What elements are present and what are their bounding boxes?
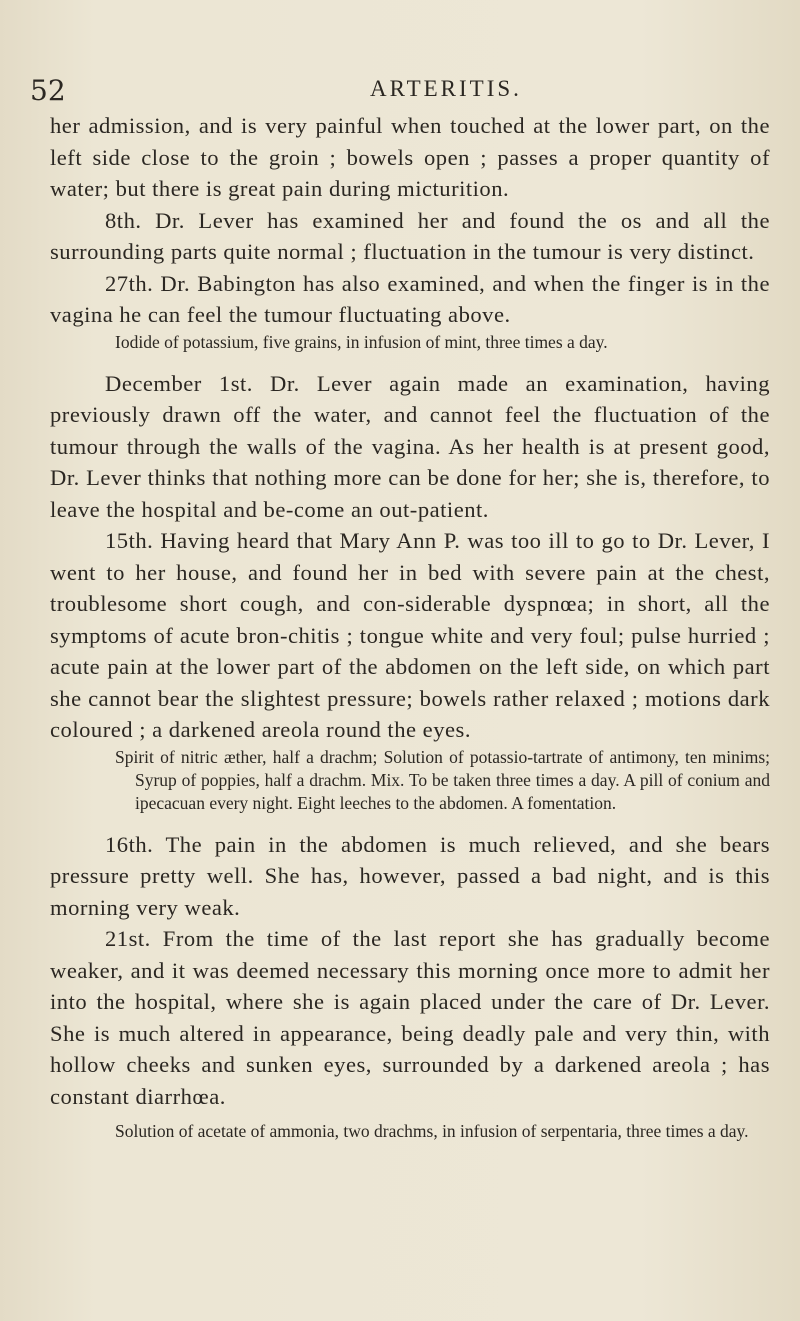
prescription-ammonia: Solution of acetate of ammonia, two drachms, in infusion of serpentaria, three times a day. — [115, 1121, 749, 1141]
paragraph-december-1st: December 1st. Dr. Lever again made an examination, having previously drawn off the water, and cannot feel the fluctuation of the tumour through the walls of the vagina. As her health is at present good, Dr. Lever thinks that nothing more can be done for her; she is, therefore, to leave the hospital and be-come an out-patient. — [50, 370, 770, 522]
paragraph-27th: 27th. Dr. Babington has also examined, and when the finger is in the vagina he can feel the tumour fluctuating above. — [50, 270, 770, 327]
paragraph-8th: 8th. Dr. Lever has examined her and found the os and all the surrounding parts quite normal ; fluctuation in the tumour is very distinct. — [50, 207, 770, 264]
prescription-iodide: Iodide of potassium, five grains, in infusion of mint, three times a day. — [115, 331, 608, 352]
running-head: ARTERITIS. — [370, 76, 522, 101]
page-number: 52 — [30, 74, 66, 107]
paragraph-16th: 16th. The pain in the abdomen is much relieved, and she bears pressure pretty well. She has, however, passed a bad night, and is this morning very weak. — [50, 831, 770, 920]
paragraph-15th: 15th. Having heard that Mary Ann P. was too ill to go to Dr. Lever, I went to her house, and found her in bed with severe pain at the chest, troublesome short cough, and con-siderable dyspnœa; in short, all the symptoms of acute bron-chitis ; tongue white and very foul; pulse hurried ; acute pain at the lower part of the abdomen on the left side, on which part she cannot bear the slightest pressure; bowels rather relaxed ; motions dark coloured ; a darkened areola round the eyes. — [50, 528, 770, 742]
page-body — [50, 110, 770, 1143]
prescription-spirit: Spirit of nitric æther, half a drachm; Solution of potassio-tartrate of antimony, ten minims; Syrup of poppies, half a drachm. Mix. To be taken three times a day. A pill of conium and ipecacuan every night. Eight leeches to the abdomen. A fomentation. — [115, 746, 770, 813]
paragraph-continued: her admission, and is very painful when touched at the lower part, on the left side close to the groin ; bowels open ; passes a proper quantity of water; but there is great pain during micturition. — [50, 113, 770, 201]
page-header — [30, 74, 762, 114]
paragraph-21st: 21st. From the time of the last report she has gradually become weaker, and it was deemed necessary this morning once more to admit her into the hospital, where she is again placed under the care of Dr. Lever. She is much altered in appearance, being deadly pale and very thin, with hollow cheeks and sunken eyes, surrounded by a darkened areola ; has constant diarrhœa. — [50, 926, 770, 1109]
